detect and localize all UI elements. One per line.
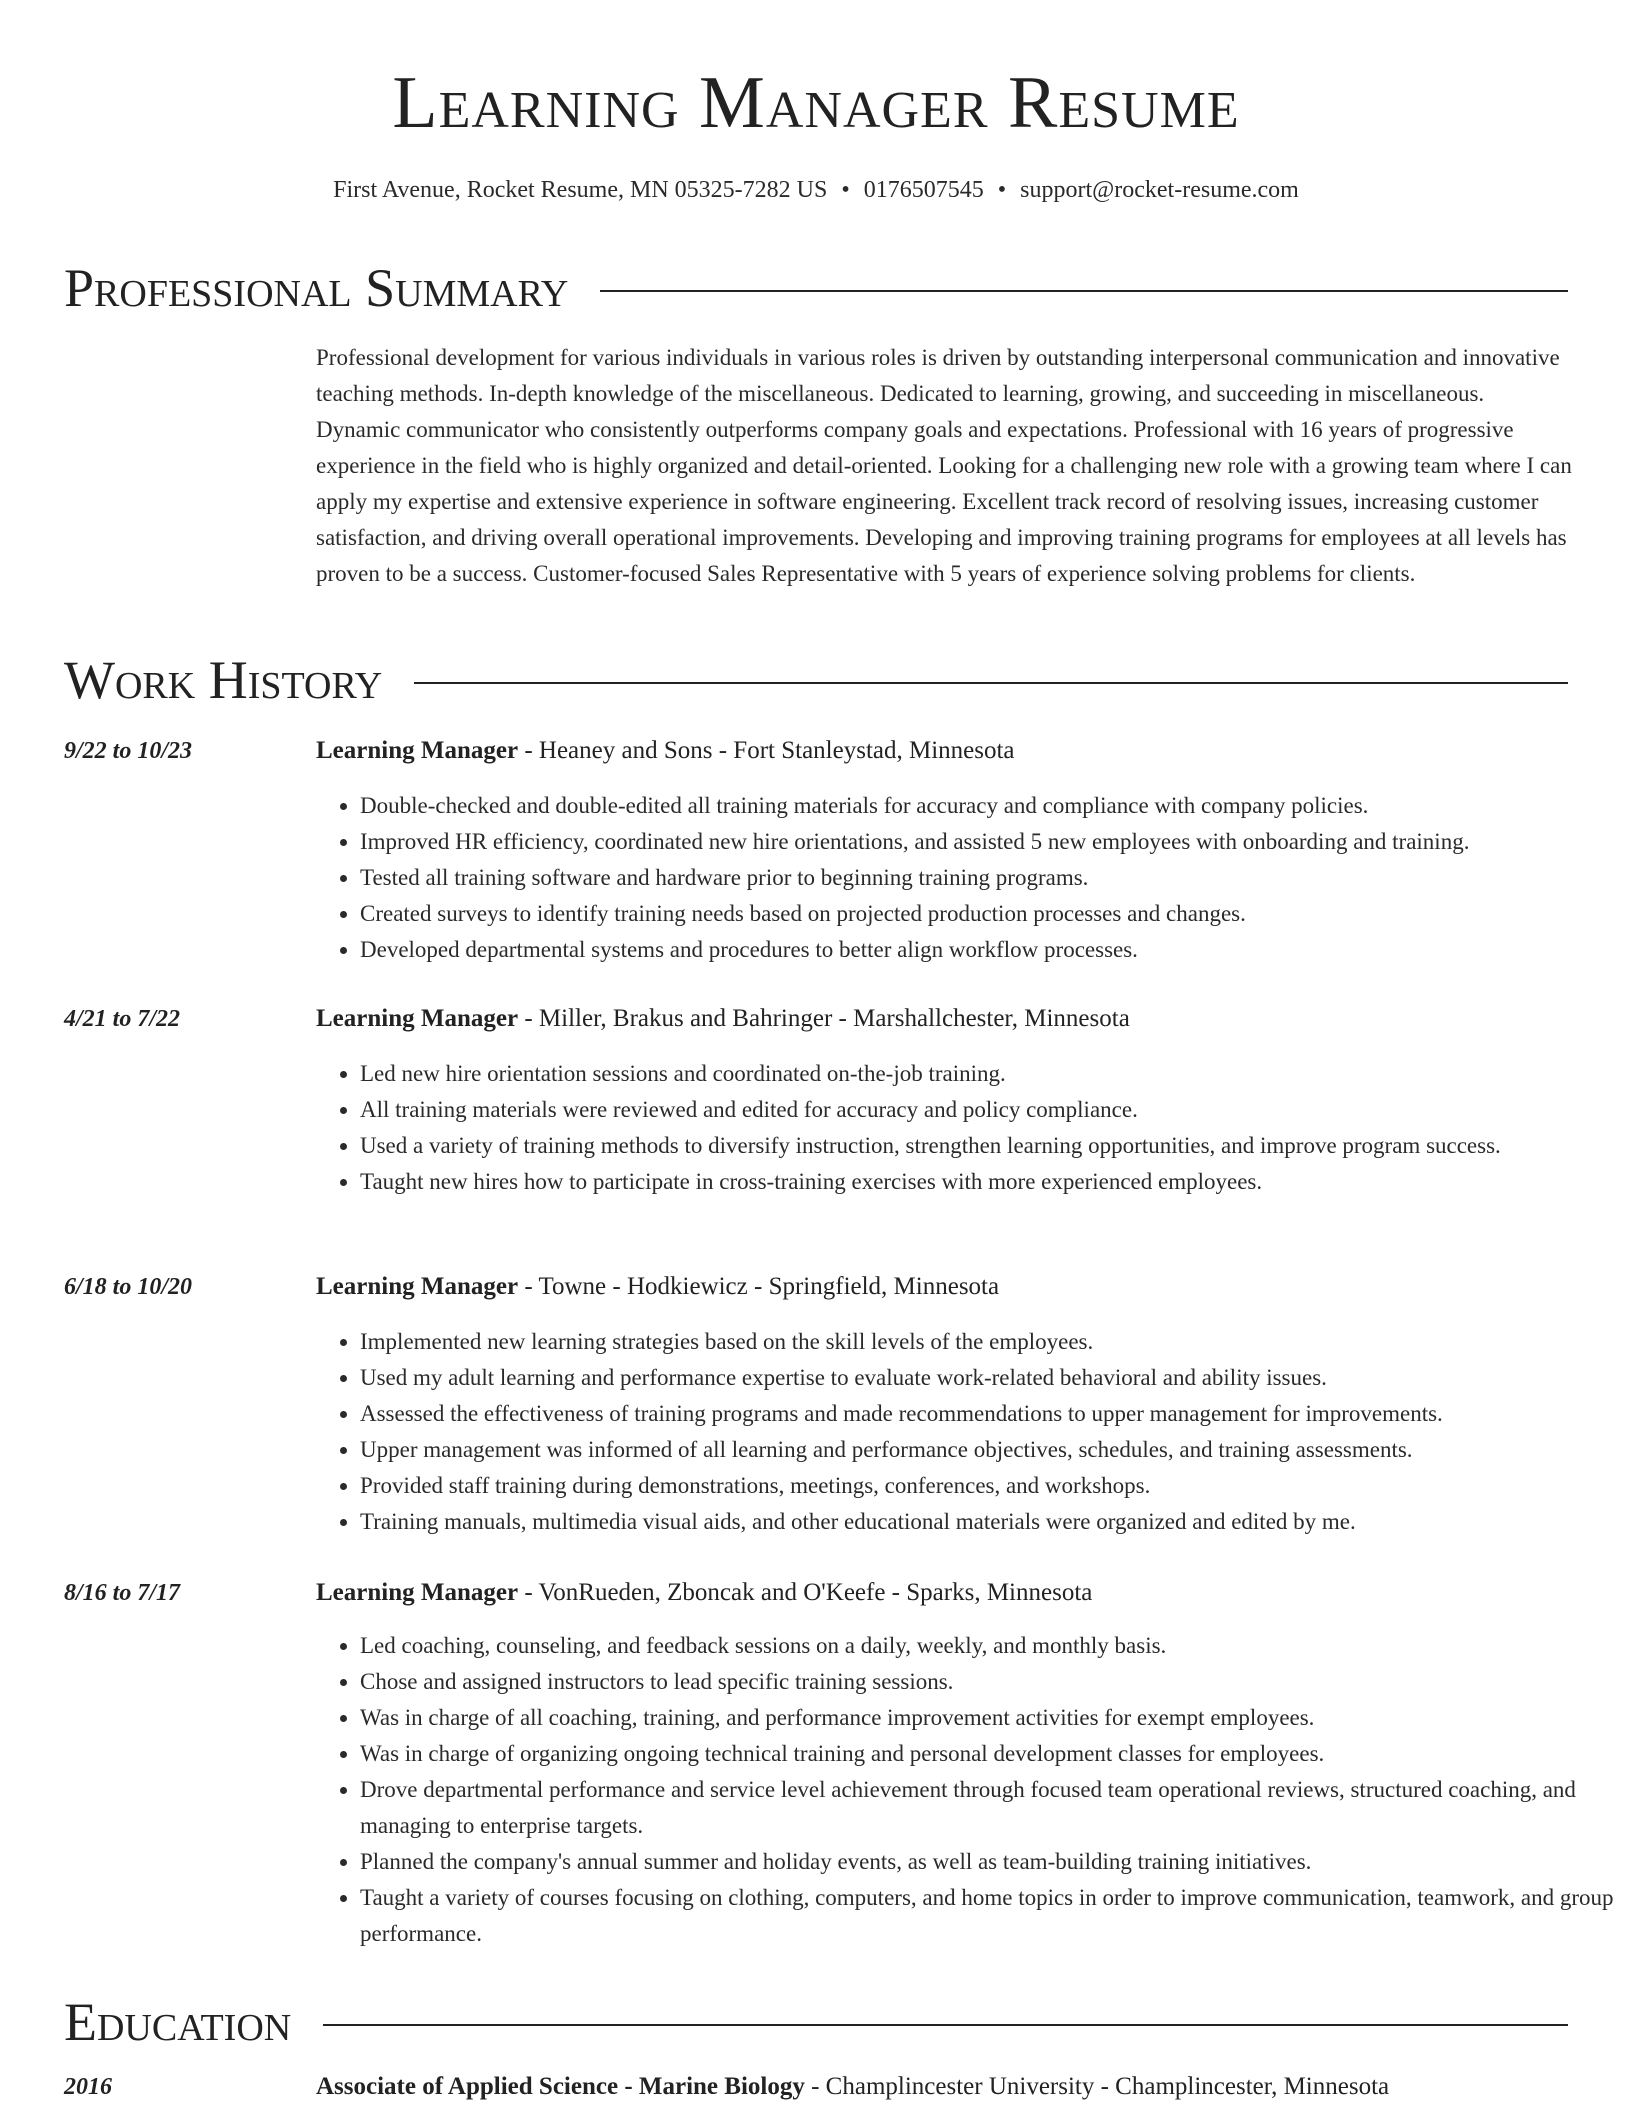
job-details: - Towne - Hodkiewicz - Springfield, Minnesota	[518, 1273, 1000, 1300]
bullet-item: • Created surveys to identify training needs based on projected production processes and changes.	[360, 896, 1616, 932]
job-role: Learning Manager	[316, 1579, 519, 1606]
job-heading	[316, 1270, 1572, 1304]
summary-text: Professional development for various individuals in various roles is driven by outstanding interpersonal communication and innovative teaching methods. In-depth knowledge of the miscellaneous. Dedicated to learning, growing, and succeeding in miscellaneous. Dynamic communicator who consistently outperforms company goals and expectations. Professional with 16 years of progressive experience in the field who is highly organized and detail-oriented. Looking for a challenging new role with a growing team where I can apply my expertise and extensive experience in software engineering. Excellent track record of resolving issues, increasing customer satisfaction, and driving overall operational improvements. Developing and improving training programs for employees at all levels has proven to be a success. Customer-focused Sales Representative with 5 years of experience solving problems for clients.	[316, 345, 1572, 586]
bullet-item: • Led new hire orientation sessions and coordinated on-the-job training.	[360, 1056, 1616, 1092]
bullet-item: • Taught a variety of courses focusing on clothing, computers, and home topics in order to improve communication, teamwork, and group performance.	[360, 1880, 1616, 1952]
contact-separator: •	[997, 177, 1007, 203]
job-dates: 6/18 to 10/20	[64, 1274, 193, 1300]
job-dates: 9/22 to 10/23	[64, 738, 193, 764]
bullet-item: • Provided staff training during demonstrations, meetings, conferences, and workshops.	[360, 1468, 1616, 1504]
job-bullets	[316, 788, 1616, 968]
address: First Avenue, Rocket Resume, MN 05325-7282 US	[333, 177, 828, 203]
job-heading	[316, 1576, 1572, 1610]
bullet-item: • Assessed the effectiveness of training programs and made recommendations to upper management for improvements.	[360, 1396, 1616, 1432]
section-divider	[323, 2024, 1568, 2026]
bullet-item: • Planned the company's annual summer and holiday events, as well as team-building training initiatives.	[360, 1844, 1616, 1880]
work-history-heading	[64, 648, 1568, 712]
summary-heading	[64, 256, 1568, 320]
job-heading	[316, 1002, 1572, 1036]
education-line	[316, 2070, 1389, 2104]
job-bullets	[316, 1324, 1616, 1540]
section-divider	[600, 290, 1568, 292]
bullet-item: • Double-checked and double-edited all training materials for accuracy and compliance with company policies.	[360, 788, 1616, 824]
email: support@rocket-resume.com	[1020, 177, 1299, 203]
job-dates: 8/16 to 7/17	[64, 1580, 181, 1606]
bullet-item: • All training materials were reviewed and edited for accuracy and policy compliance.	[360, 1092, 1616, 1128]
education-details: - Champlincester University - Champlincester, Minnesota	[804, 2073, 1390, 2100]
phone: 0176507545	[863, 177, 984, 203]
section-title: Education	[64, 1992, 292, 2052]
job-details: - Miller, Brakus and Bahringer - Marshallchester, Minnesota	[518, 1005, 1130, 1032]
bullet-item: • Upper management was informed of all learning and performance objectives, schedules, and training assessments.	[360, 1432, 1616, 1468]
job-heading	[316, 734, 1572, 768]
bullet-item: • Used a variety of training methods to diversify instruction, strengthen learning opportunities, and improve program success.	[360, 1128, 1616, 1164]
bullet-item: • Led coaching, counseling, and feedback sessions on a daily, weekly, and monthly basis.	[360, 1628, 1616, 1664]
bullet-item: • Taught new hires how to participate in cross-training exercises with more experienced employees.	[360, 1164, 1616, 1200]
bullet-item: • Training manuals, multimedia visual aids, and other educational materials were organized and edited by me.	[360, 1504, 1616, 1540]
job-role: Learning Manager	[316, 1273, 519, 1300]
education-year: 2016	[64, 2074, 112, 2100]
bullet-item: • Chose and assigned instructors to lead specific training sessions.	[360, 1664, 1616, 1700]
bullet-item: • Used my adult learning and performance expertise to evaluate work-related behavioral and ability issues.	[360, 1360, 1616, 1396]
resume-title: Learning Manager Resume	[392, 62, 1240, 144]
bullet-item: • Tested all training software and hardware prior to beginning training programs.	[360, 860, 1616, 896]
bullet-item: • Drove departmental performance and service level achievement through focused team operational reviews, structured coaching, and managing to enterprise targets.	[360, 1772, 1616, 1844]
job-details: - VonRueden, Zboncak and O'Keefe - Sparks, Minnesota	[518, 1579, 1093, 1606]
job-dates: 4/21 to 7/22	[64, 1006, 181, 1032]
bullet-item: • Improved HR efficiency, coordinated new hire orientations, and assisted 5 new employees with onboarding and training.	[360, 824, 1616, 860]
bullet-item: • Was in charge of organizing ongoing technical training and personal development classes for employees.	[360, 1736, 1616, 1772]
contact-line	[0, 174, 1632, 206]
job-role: Learning Manager	[316, 1005, 519, 1032]
education-degree: Associate of Applied Science - Marine Biology	[316, 2073, 805, 2100]
contact-separator: •	[841, 177, 850, 203]
section-title: Professional Summary	[64, 258, 569, 318]
job-bullets	[316, 1056, 1616, 1200]
education-heading	[64, 1990, 1568, 2054]
bullet-item: • Was in charge of all coaching, training, and performance improvement activities for exempt employees.	[360, 1700, 1616, 1736]
job-bullets	[316, 1628, 1616, 1952]
section-divider	[414, 682, 1568, 684]
section-title: Work History	[64, 650, 383, 710]
job-role: Learning Manager	[316, 737, 519, 764]
job-details: - Heaney and Sons - Fort Stanleystad, Minnesota	[518, 737, 1015, 764]
bullet-item: • Developed departmental systems and procedures to better align workflow processes.	[360, 932, 1616, 968]
bullet-item: • Implemented new learning strategies based on the skill levels of the employees.	[360, 1324, 1616, 1360]
